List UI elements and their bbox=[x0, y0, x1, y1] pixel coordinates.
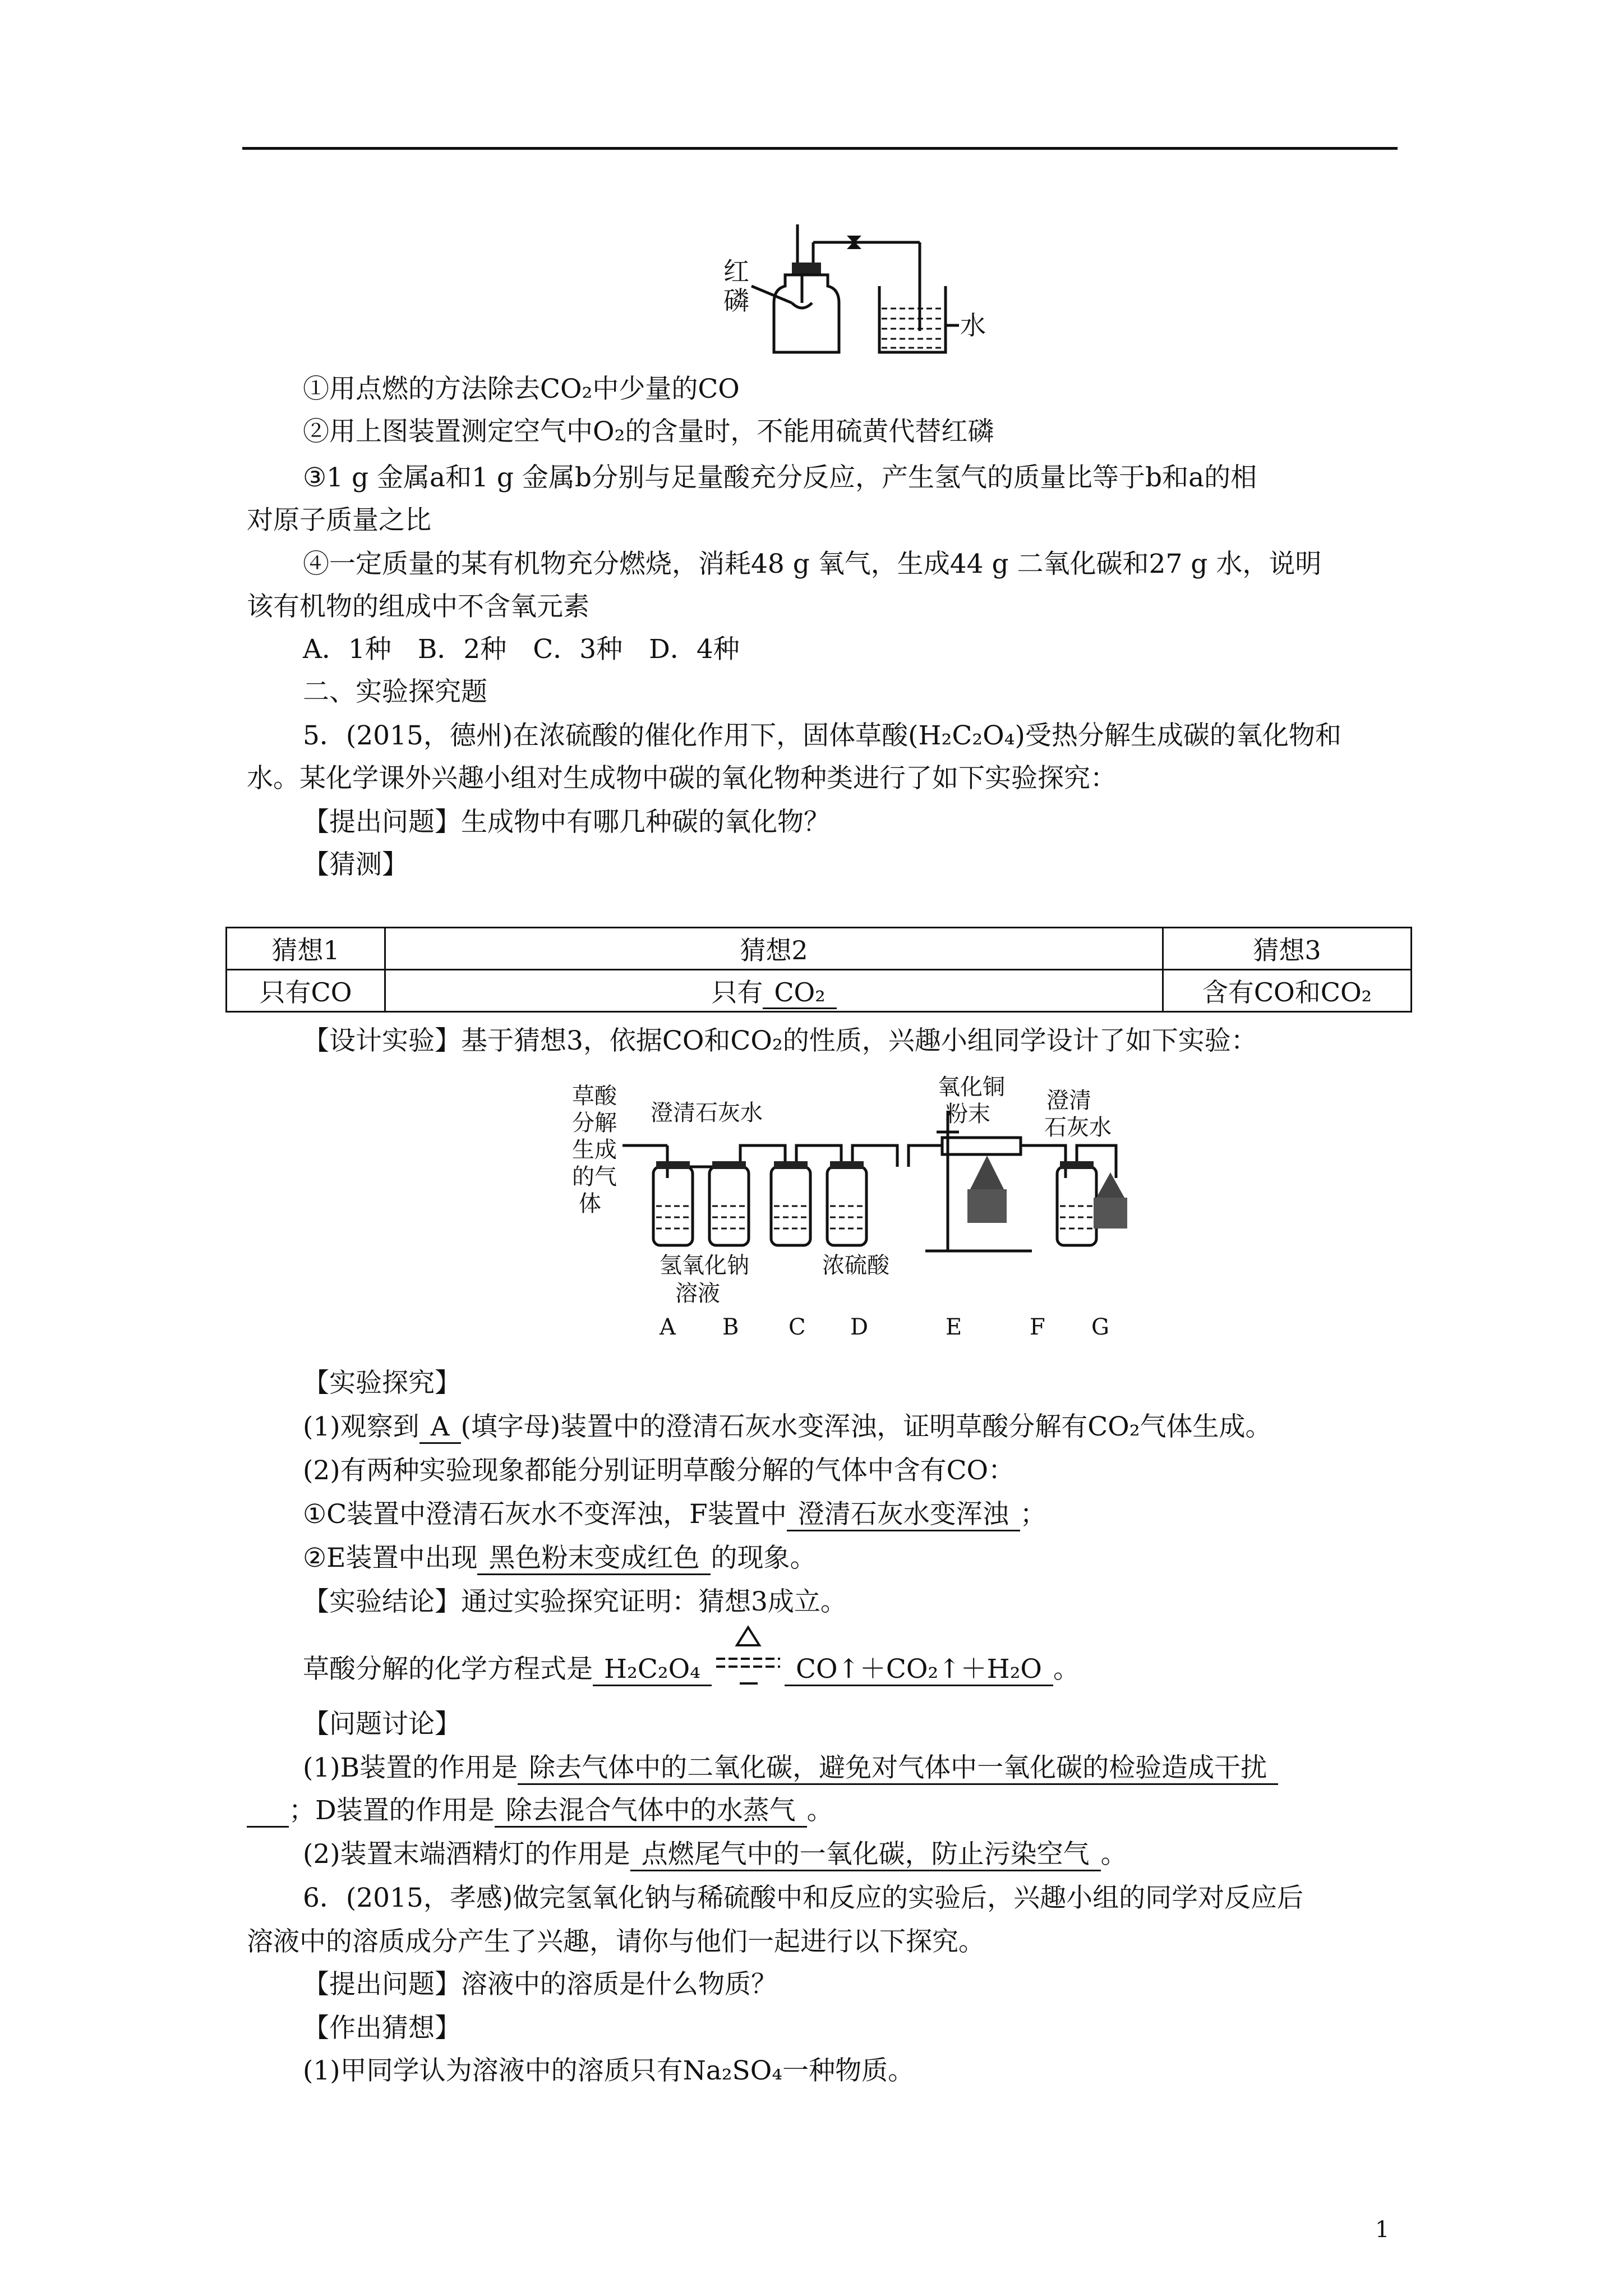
q6-intro-a: 6．(2015，孝感)做完氢氧化钠与稀硫酸中和反应的实验后，兴趣小组的同学对反应后 bbox=[303, 1883, 1304, 1913]
fig2-limewater2-label-2: 石灰水 bbox=[1044, 1115, 1112, 1140]
q6-intro-b: 溶液中的溶质成分产生了兴趣，请你与他们一起进行以下探究。 bbox=[247, 1926, 985, 1957]
q5-equation bbox=[303, 1653, 1080, 1688]
q5-discuss-1-mid: ；D装置的作用是 bbox=[288, 1795, 495, 1826]
q6-guess-1: (1)甲同学认为溶液中的溶质只有Na₂SO₄一种物质。 bbox=[303, 2055, 915, 2086]
q5-explore-1-prefix: (1)观察到 bbox=[303, 1411, 419, 1442]
q5-explore-2a-prefix: ①C装置中澄清石灰水不变浑浊，F装置中 bbox=[303, 1499, 787, 1530]
q5-discuss-title: 【问题讨论】 bbox=[303, 1709, 461, 1740]
q5-discuss-1-prefix: (1)B装置的作用是 bbox=[303, 1752, 518, 1783]
q5-discuss-2-prefix: (2)装置末端酒精灯的作用是 bbox=[303, 1839, 630, 1870]
page-number: 1 bbox=[1375, 2217, 1390, 2243]
fig2-letter-g: G bbox=[1091, 1314, 1109, 1340]
guess-3-value: 含有CO和CO₂ bbox=[1163, 970, 1412, 1012]
q6-question: 【提出问题】溶液中的溶质是什么物质？ bbox=[303, 1969, 777, 2000]
q5-discuss-2-answer: 点燃尾气中的一氧化碳，防止污染空气 bbox=[630, 1839, 1101, 1871]
q5-explore-2: (2)有两种实验现象都能分别证明草酸分解的气体中含有CO： bbox=[303, 1455, 1015, 1486]
fig2-letter-c: C bbox=[789, 1314, 806, 1340]
fig2-cuo-label-1: 氧化铜 bbox=[938, 1074, 1005, 1100]
q5-explore-1 bbox=[303, 1410, 1272, 1444]
q5-explore-2b bbox=[303, 1542, 816, 1575]
q5-discuss-1-blank-end bbox=[247, 1796, 289, 1828]
fig2-cuo-label-2: 粉末 bbox=[946, 1101, 990, 1127]
q4-statement-1: ①用点燃的方法除去CO₂中少量的CO bbox=[303, 374, 740, 404]
q5-discuss-1b bbox=[247, 1794, 833, 1828]
q5-discuss-1-suffix: 。 bbox=[806, 1795, 833, 1826]
guess-1-value: 只有CO bbox=[227, 970, 385, 1012]
fig1-label-phosphorus: 磷 bbox=[723, 286, 749, 316]
q5-equation-reactant: H₂C₂O₄ bbox=[593, 1654, 712, 1686]
q5-intro-b: 水。某化学课外兴趣小组对生成物中碳的氧化物种类进行了如下实验探究： bbox=[247, 763, 1117, 794]
guess-2-value bbox=[385, 970, 1163, 1012]
q5-explore-1-suffix: (填字母)装置中的澄清石灰水变浑浊，证明草酸分解有CO₂气体生成。 bbox=[460, 1411, 1272, 1442]
heat-condition-sign bbox=[712, 1654, 785, 1688]
fig2-gas-label-2: 分解 bbox=[572, 1110, 617, 1136]
q5-explore-2a-answer: 澄清石灰水变浑浊 bbox=[787, 1499, 1020, 1531]
fig2-naoh-label-1: 氢氧化钠 bbox=[660, 1253, 749, 1278]
section-2-heading: 二、实验探究题 bbox=[303, 677, 487, 707]
fig2-gas-label-3: 生成 bbox=[572, 1137, 617, 1163]
fig2-gas-label-4: 的气 bbox=[572, 1164, 617, 1190]
guess-table bbox=[225, 927, 1412, 1013]
q5-guess-title: 【猜测】 bbox=[303, 849, 408, 880]
q5-discuss-2 bbox=[303, 1838, 1127, 1871]
q4-options: A．1种 B．2种 C．3种 D．4种 bbox=[303, 634, 740, 665]
q5-explore-2a bbox=[303, 1498, 1046, 1531]
q5-explore-2b-answer: 黑色粉末变成红色 bbox=[477, 1543, 711, 1575]
fig2-limewater2-label-1: 澄清 bbox=[1046, 1088, 1091, 1114]
fig2-letter-a: A bbox=[660, 1314, 676, 1340]
q4-statement-3a: ③1 g 金属a和1 g 金属b分别与足量酸充分反应，产生氢气的质量比等于b和a的相 bbox=[303, 462, 1257, 493]
q6-guess-title: 【作出猜想】 bbox=[303, 2013, 461, 2044]
q5-explore-2a-suffix: ； bbox=[1020, 1499, 1046, 1530]
fig2-letter-e: E bbox=[946, 1314, 962, 1340]
q5-equation-prefix: 草酸分解的化学方程式是 bbox=[303, 1654, 593, 1685]
fig2-letter-d: D bbox=[850, 1314, 869, 1340]
guess-2-prefix: 只有 bbox=[711, 977, 763, 1007]
q5-design: 【设计实验】基于猜想3，依据CO和CO₂的性质，兴趣小组同学设计了如下实验： bbox=[303, 1025, 1257, 1056]
guess-2-header: 猜想2 bbox=[385, 928, 1163, 970]
q5-equation-products: CO↑＋CO₂↑＋H₂O bbox=[785, 1654, 1053, 1686]
q5-equation-suffix: 。 bbox=[1053, 1654, 1080, 1685]
q5-explore-title: 【实验探究】 bbox=[303, 1368, 461, 1398]
fig1-label-water: 水 bbox=[960, 310, 986, 341]
q5-discuss-1-answer: 除去气体中的二氧化碳，避免对气体中一氧化碳的检验造成干扰 bbox=[518, 1753, 1278, 1785]
q4-statement-2: ②用上图装置测定空气中O₂的含量时，不能用硫黄代替红磷 bbox=[303, 416, 994, 447]
q5-explore-2b-prefix: ②E装置中出现 bbox=[303, 1543, 478, 1573]
guess-3-header: 猜想3 bbox=[1163, 928, 1412, 970]
q5-intro-a: 5．(2015，德州)在浓硫酸的催化作用下，固体草酸(H₂C₂O₄)受热分解生成碳的氧化物和 bbox=[303, 720, 1341, 751]
q4-statement-4a: ④一定质量的某有机物充分燃烧，消耗48 g 氧气，生成44 g 二氧化碳和27 g 水，说明 bbox=[303, 549, 1322, 579]
fig2-gas-label-1: 草酸 bbox=[572, 1083, 617, 1109]
q5-conclusion: 【实验结论】通过实验探究证明：猜想3成立。 bbox=[303, 1586, 847, 1617]
fig2-gas-label-5: 体 bbox=[579, 1191, 601, 1217]
q5-explore-1-answer: A bbox=[419, 1412, 461, 1444]
q5-discuss-1a bbox=[303, 1751, 1278, 1785]
q5-discuss-1-answer2: 除去混合气体中的水蒸气 bbox=[495, 1796, 807, 1828]
q5-explore-2b-suffix: 的现象。 bbox=[711, 1543, 817, 1573]
fig2-h2so4-label: 浓硫酸 bbox=[822, 1253, 889, 1278]
q4-statement-3b: 对原子质量之比 bbox=[247, 505, 431, 536]
guess-2-answer: CO₂ bbox=[763, 977, 836, 1009]
red-phosphorus-apparatus-figure bbox=[729, 219, 976, 359]
fig2-letter-b: B bbox=[722, 1314, 739, 1340]
q5-discuss-2-suffix: 。 bbox=[1100, 1839, 1127, 1870]
fig2-limewater-label: 澄清石灰水 bbox=[651, 1100, 763, 1126]
header-rule bbox=[242, 147, 1398, 150]
guess-1-header: 猜想1 bbox=[227, 928, 385, 970]
q5-question: 【提出问题】生成物中有哪几种碳的氧化物？ bbox=[303, 807, 830, 838]
fig2-naoh-label-2: 溶液 bbox=[675, 1281, 720, 1306]
fig2-letter-f: F bbox=[1030, 1314, 1045, 1340]
q4-statement-4b: 该有机物的组成中不含氧元素 bbox=[247, 591, 589, 622]
fig1-label-red: 红 bbox=[723, 256, 749, 287]
